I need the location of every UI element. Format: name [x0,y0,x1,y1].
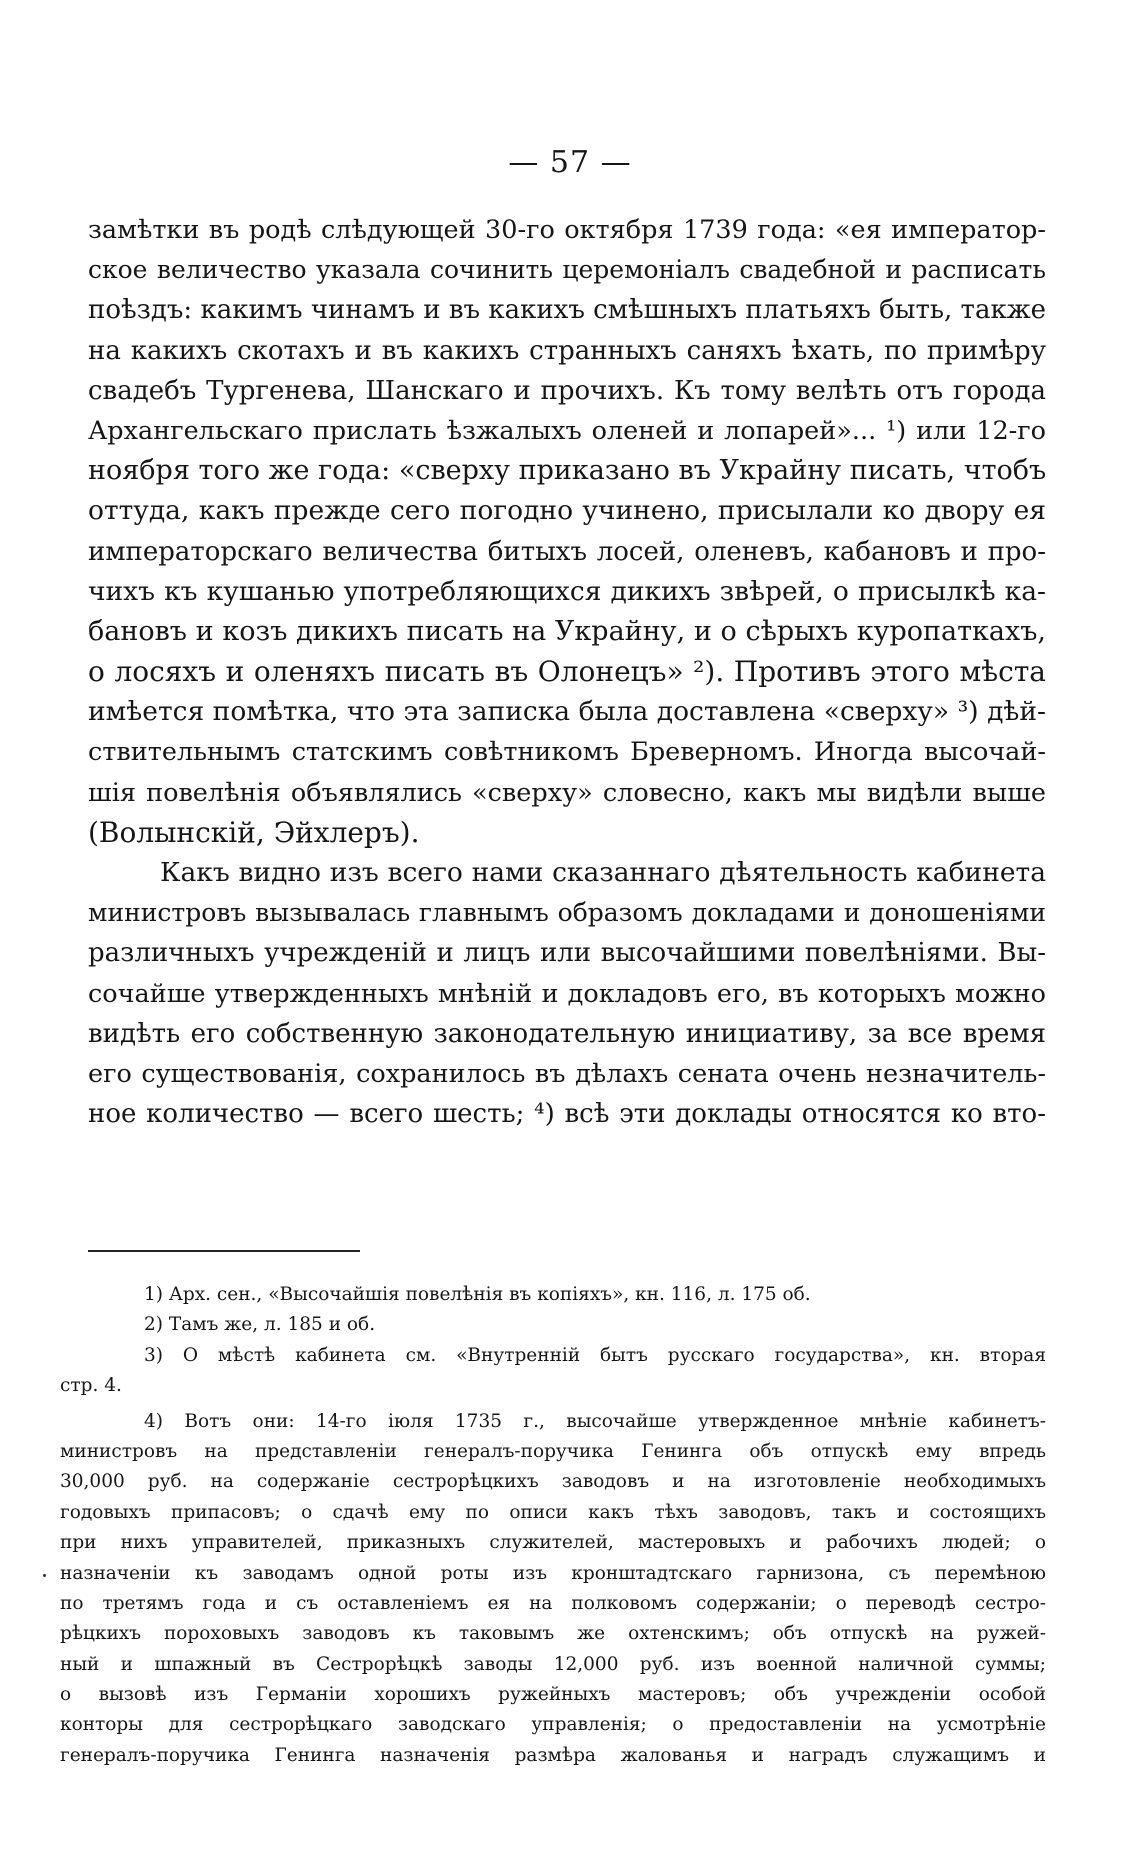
text-line: свадебъ Тургенева, Шанскаго и прочихъ. Къ тому велѣть отъ города [88,375,1046,406]
footnote-1 [60,1280,1046,1310]
footnote-4 [60,1407,1046,1772]
paragraph-2 [88,853,1046,1134]
text-line: ское величество указала сочинить церемоніалъ свадебной и расписать [88,255,1046,285]
text-line: (Волынскій, Эйхлеръ). [88,815,420,849]
footnote-line: стр. 4. [60,1375,122,1397]
footnote-line: 1) Арх. сен., «Высочайшія повелѣнія въ копіяхъ», кн. 116, л. 175 об. [144,1284,811,1305]
footnote-separator [88,1250,360,1252]
footnote-line: 30,000 руб. на содержаніе сестрорѣцкихъ заводовъ и на изготовленіе необходимыхъ [60,1471,1046,1493]
text-line: императорскаго величества битыхъ лосей, оленевъ, кабановъ и про- [88,536,1046,567]
footnote-line: назначеніи къ заводамъ одной роты изъ кронштадтскаго гарнизона, съ перемѣною [60,1562,1046,1584]
text-line: шія повелѣнія объявлялись «сверху» словесно, какъ мы видѣли выше [88,777,1046,808]
footnote-line: министровъ на представленіи генералъ-поручика Генинга объ отпускѣ ему впредь [60,1440,1046,1462]
text-line: Архангельскаго прислать ѣзжалыхъ оленей и лопарей»... ¹) или 12-го [88,415,1046,446]
footnote-line: по третямъ года и съ оставленіемъ ея на полковомъ содержаніи; о переводѣ сестро- [60,1592,1046,1614]
footnote-line: о вызовѣ изъ Германіи хорошихъ ружейныхъ мастеровъ; объ учрежденіи особой [60,1684,1046,1706]
footnote-line: при нихъ управителей, приказныхъ служителей, мастеровыхъ и рабочихъ людей; о [60,1532,1046,1554]
footnote-line: рѣцкихъ пороховыхъ заводовъ къ таковымъ же охтенскимъ; объ отпускѣ на ружей- [60,1623,1046,1645]
text-line: на какихъ скотахъ и въ какихъ странныхъ саняхъ ѣхать, по примѣру [88,335,1046,366]
text-line: замѣтки въ родѣ слѣдующей 30-го октября 1739 года: «ея император- [88,215,1046,245]
footnote-line: 2) Тамъ же, л. 185 и об. [144,1314,376,1336]
footnote-line: 3) О мѣстѣ кабинета см. «Внутренній бытъ русскаго государства», кн. вторая [144,1344,1046,1366]
text-line: ноября того же года: «сверху приказано въ Украйну писать, чтобъ [88,455,1047,487]
text-line: поѣздъ: какимъ чинамъ и въ какихъ смѣшныхъ платьяхъ быть, также [88,295,1046,326]
text-line: министровъ вызывалась главнымъ образомъ докладами и доношеніями [88,898,1046,928]
footnote-line: годовыхъ припасовъ; о сдачѣ ему по описи какъ тѣхъ заводовъ, такъ и состоящихъ [60,1501,1046,1523]
text-line: ствительнымъ статскимъ совѣтникомъ Бреверномъ. Иногда высочай- [88,737,1046,768]
footnote-line: генералъ-поручика Генинга назначенія размѣра жалованья и наградъ служащимъ и [60,1744,1046,1766]
text-line: ное количество — всего шесть; ⁴) всѣ эти доклады относятся ко вто- [88,1099,1046,1130]
text-line: чихъ къ кушанью употребляющихся дикихъ звѣрей, о присылкѣ ка- [88,575,1046,607]
text-line: бановъ и козъ дикихъ писать на Украйну, и о сѣрыхъ куропаткахъ, [88,615,1046,647]
text-line: видѣть его собственную законодательную инициативу, за все время [88,1018,1046,1049]
text-line: различныхъ учрежденій и лицъ или высочайшими повелѣніями. Вы- [88,938,1046,969]
footnotes [60,1280,1046,1771]
main-text [88,210,1046,1134]
text-line: имѣется помѣтка, что эта записка была доставлена «сверху» ³) дѣй- [88,696,1046,728]
footnote-3 [60,1341,1046,1402]
footnote-2 [60,1310,1046,1340]
text-line: о лосяхъ и оленяхъ писать въ Олонецъ» ²). Противъ этого мѣста [88,655,1046,689]
footnote-line: ный и шпажный въ Сестрорѣцкѣ заводы 12,000 руб. изъ военной наличной суммы; [60,1653,1046,1675]
page-number: — 57 — [508,145,632,180]
paragraph-1 [88,210,1046,853]
text-line: Какъ видно изъ всего нами сказаннаго дѣятельность кабинета [160,857,1046,888]
text-line: оттуда, какъ прежде сего погодно учинено, присылали ко двору ея [88,495,1046,527]
footnote-line: конторы для сестрорѣцкаго заводскаго управленія; о предоставленіи на усмотрѣніе [60,1714,1046,1736]
footnote-line: 4) Вотъ они: 14-го іюля 1735 г., высочайше утвержденное мнѣніе кабинетъ- [144,1410,1046,1432]
ink-speck [43,1574,46,1577]
text-line: его существованія, сохранилось въ дѣлахъ сената очень незначитель- [88,1058,1046,1089]
text-line: сочайше утвержденныхъ мнѣній и докладовъ его, въ которыхъ можно [88,978,1046,1009]
